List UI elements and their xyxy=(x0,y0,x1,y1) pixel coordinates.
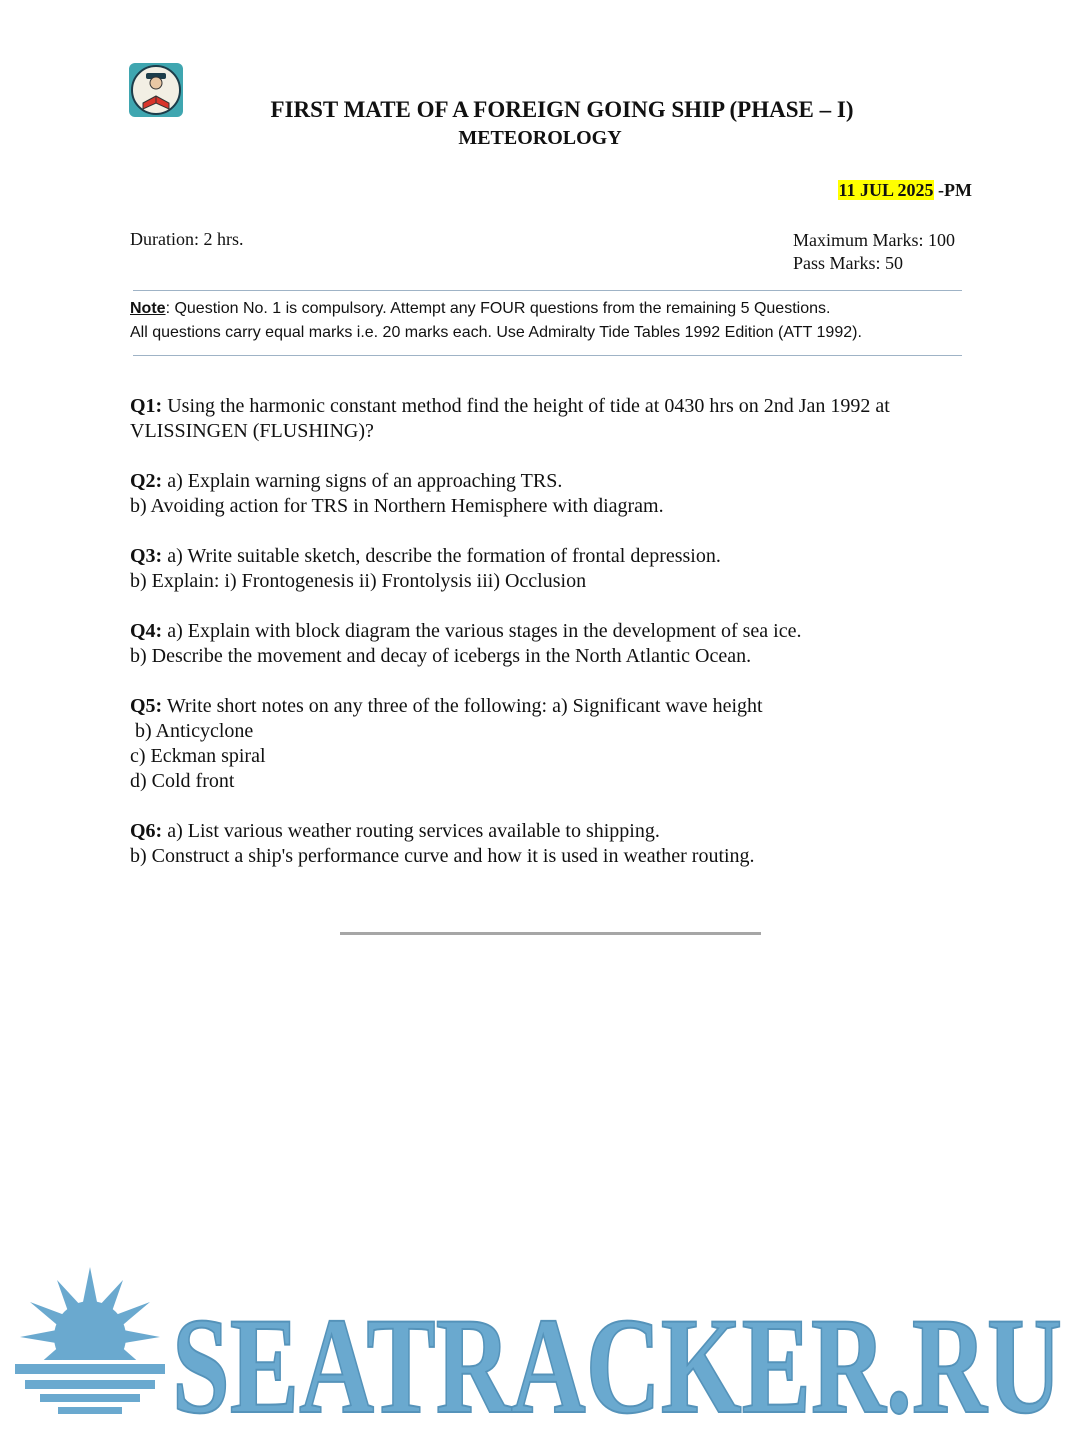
question-label: Q3: xyxy=(130,545,163,567)
question-label: Q1: xyxy=(130,395,163,417)
subject-title: METEOROLOGY xyxy=(458,127,622,149)
question-text: b) Construct a ship's performance curve and how it is used in weather routing. xyxy=(130,845,755,867)
watermark-text: SEATRACKER.RU xyxy=(172,1289,1062,1425)
watermark xyxy=(0,1262,1080,1425)
note-line-2: All questions carry equal marks i.e. 20 marks each. Use Admiralty Tide Tables 1992 Edition (ATT 1992). xyxy=(130,324,862,341)
question-2 xyxy=(130,469,980,519)
question-line xyxy=(130,469,980,494)
question-text: Using the harmonic constant method find the height of tide at 0430 hrs on 2nd Jan 1992 at xyxy=(167,395,890,417)
sun-over-sea-icon xyxy=(15,1267,165,1414)
question-text: b) Describe the movement and decay of icebergs in the North Atlantic Ocean. xyxy=(130,645,752,667)
exam-title: FIRST MATE OF A FOREIGN GOING SHIP (PHASE – I) xyxy=(270,97,854,122)
question-label: Q4: xyxy=(130,620,163,642)
question-label: Q6: xyxy=(130,820,163,842)
question-1 xyxy=(130,394,980,444)
divider-top xyxy=(133,290,962,291)
question-text: a) Explain warning signs of an approaching TRS. xyxy=(167,470,563,492)
question-5 xyxy=(130,694,980,794)
question-text: Write short notes on any three of the following: a) Significant wave height xyxy=(166,695,763,717)
note-line-1 xyxy=(130,297,970,321)
question-line xyxy=(130,644,980,669)
question-line xyxy=(130,769,980,794)
question-text: a) List various weather routing services available to shipping. xyxy=(167,820,660,842)
divider-bottom xyxy=(133,355,962,356)
session-label: -PM xyxy=(933,180,972,200)
question-line xyxy=(130,819,980,844)
date-highlight: 11 JUL 2025 xyxy=(838,180,934,200)
instructions-note xyxy=(130,297,970,345)
question-label: Q2: xyxy=(130,470,163,492)
question-text: VLISSINGEN (FLUSHING)? xyxy=(130,420,374,442)
question-line xyxy=(130,419,980,444)
question-text: b) Avoiding action for TRS in Northern Hemisphere with diagram. xyxy=(130,495,664,517)
question-list xyxy=(130,394,980,894)
exam-date xyxy=(838,180,972,201)
note-text-1: : Question No. 1 is compulsory. Attempt any FOUR questions from the remaining 5 Questions. xyxy=(165,300,831,317)
question-6 xyxy=(130,819,980,869)
end-of-paper-rule xyxy=(340,932,761,935)
question-line xyxy=(130,619,980,644)
question-line xyxy=(130,544,980,569)
question-text: a) Explain with block diagram the various stages in the development of sea ice. xyxy=(167,620,802,642)
question-line xyxy=(130,844,980,869)
note-label: Note xyxy=(130,300,166,317)
pass-marks: Pass Marks: 50 xyxy=(793,253,904,273)
duration: Duration: 2 hrs. xyxy=(130,229,244,249)
question-line xyxy=(130,719,980,744)
question-line xyxy=(130,744,980,769)
question-label: Q5: xyxy=(130,695,163,717)
question-line xyxy=(130,569,980,594)
maximum-marks: Maximum Marks: 100 xyxy=(793,230,955,250)
question-text: a) Write suitable sketch, describe the formation of frontal depression. xyxy=(167,545,721,567)
question-4 xyxy=(130,619,980,669)
question-3 xyxy=(130,544,980,594)
question-text: b) Explain: i) Frontogenesis ii) Frontolysis iii) Occlusion xyxy=(130,570,587,592)
question-line xyxy=(130,494,980,519)
marks-block xyxy=(793,229,955,275)
question-line xyxy=(130,394,980,419)
question-text: c) Eckman spiral xyxy=(130,745,266,767)
question-line xyxy=(130,694,980,719)
question-text: b) Anticyclone xyxy=(130,720,254,742)
question-text: d) Cold front xyxy=(130,770,235,792)
